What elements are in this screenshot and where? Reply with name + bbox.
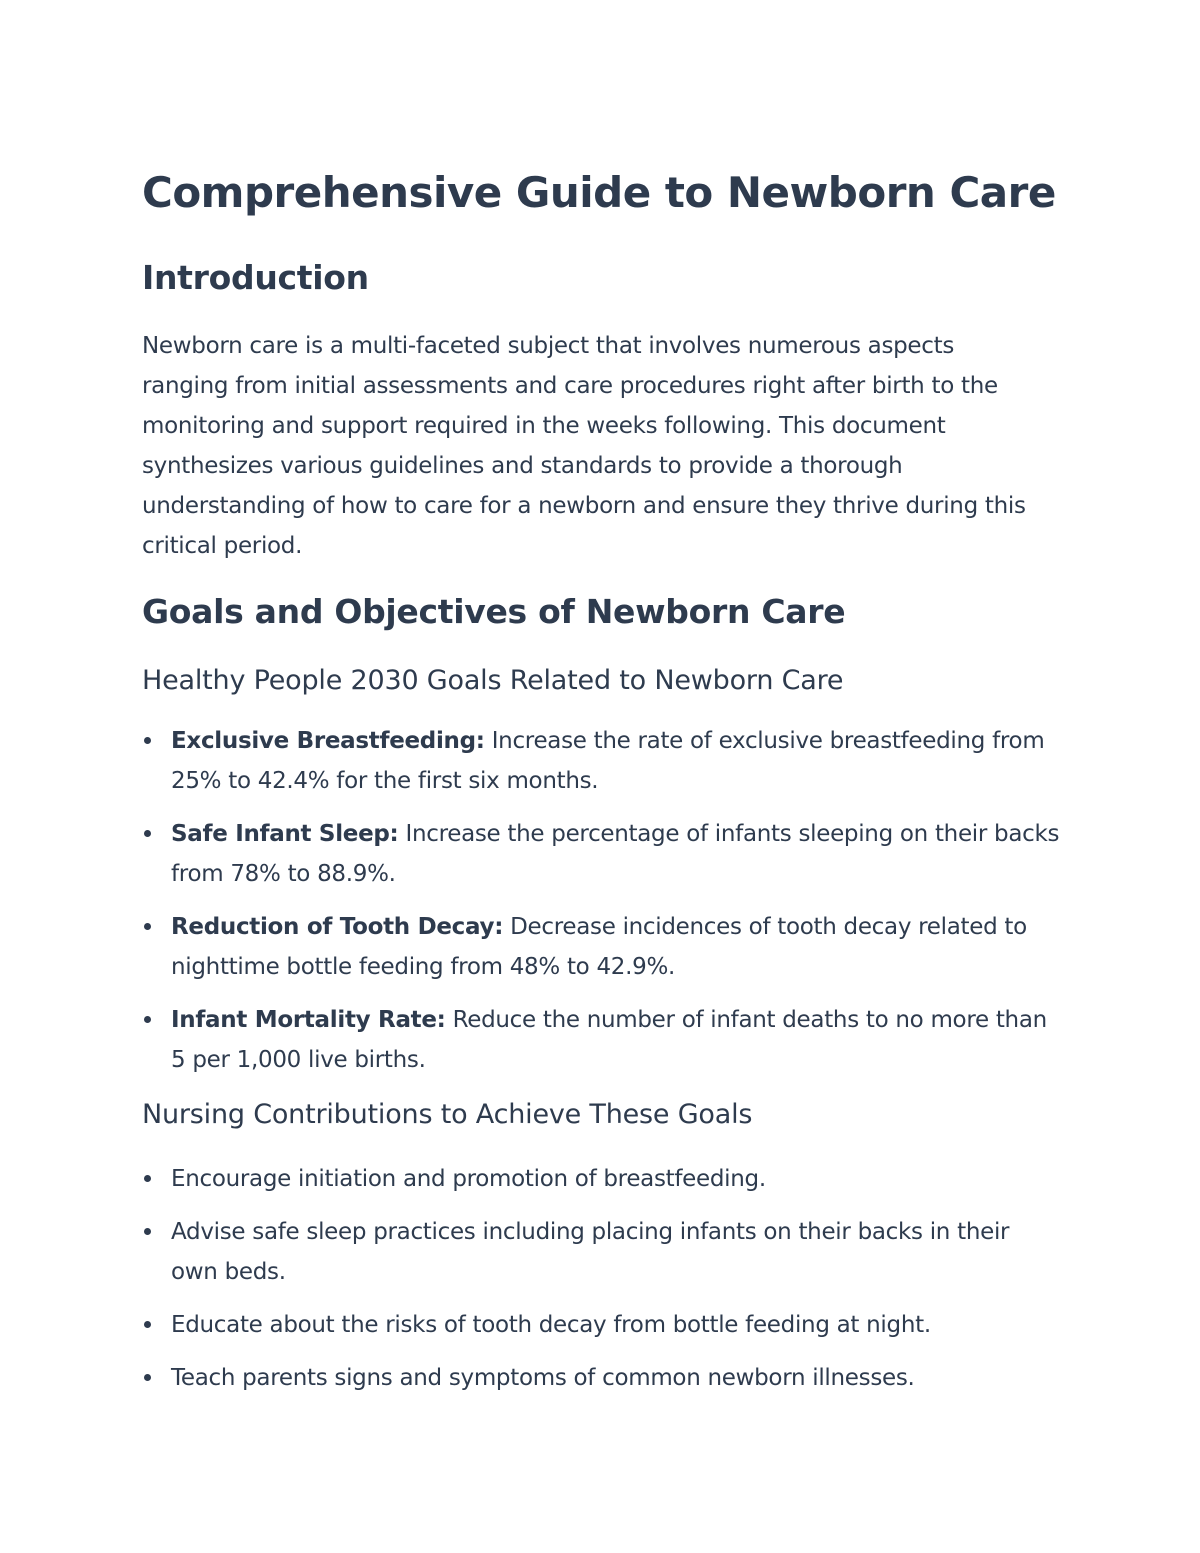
goal-label: Reduction of Tooth Decay: [171, 914, 504, 940]
goal-text: Increase the rate of exclusive breastfeeding from 25% to 42.4% for the first six months. [171, 728, 1045, 794]
contribution-text: Educate about the risks of tooth decay from bottle feeding at night. [171, 1312, 931, 1338]
bullet-icon [144, 1228, 151, 1235]
list-item [142, 1305, 1062, 1345]
goal-text: Decrease incidences of tooth decay related to nighttime bottle feeding from 48% to 42.9%. [171, 914, 1027, 980]
bullet-icon [144, 1175, 151, 1182]
bullet-icon [144, 1374, 151, 1381]
healthy-people-heading: Healthy People 2030 Goals Related to Newborn Care [142, 665, 844, 696]
contribution-text: Advise safe sleep practices including placing infants on their backs in their own beds. [171, 1219, 1010, 1285]
goal-label: Exclusive Breastfeeding: [171, 728, 485, 754]
document-title: Comprehensive Guide to Newborn Care [142, 168, 1056, 217]
list-item [142, 721, 1062, 801]
contribution-text: Teach parents signs and symptoms of common newborn illnesses. [171, 1365, 915, 1391]
goal-text: Reduce the number of infant deaths to no more than 5 per 1,000 live births. [171, 1007, 1047, 1073]
list-item [142, 1358, 1062, 1398]
bullet-icon [144, 737, 151, 744]
bullet-icon [144, 923, 151, 930]
healthy-people-goals-list [142, 721, 1062, 1093]
list-item [142, 814, 1062, 894]
bullet-icon [144, 830, 151, 837]
goal-label: Safe Infant Sleep: [171, 821, 399, 847]
nursing-contributions-heading: Nursing Contributions to Achieve These Goals [142, 1099, 753, 1130]
introduction-paragraph: Newborn care is a multi-faceted subject that involves numerous aspects ranging from initial assessments and care procedures right after birth to the monitoring and support required in the weeks following. This document synthesizes various guidelines and standards to provide a thorough understanding of how to care for a newborn and ensure they thrive during this critical period. [142, 333, 1026, 559]
goal-text: Increase the percentage of infants sleeping on their backs from 78% to 88.9%. [171, 821, 1060, 887]
nursing-contributions-list [142, 1159, 1062, 1411]
list-item [142, 907, 1062, 987]
list-item [142, 1159, 1062, 1199]
bullet-icon [144, 1016, 151, 1023]
goal-label: Infant Mortality Rate: [171, 1007, 446, 1033]
bullet-icon [144, 1321, 151, 1328]
list-item [142, 1212, 1062, 1292]
contribution-text: Encourage initiation and promotion of breastfeeding. [171, 1166, 766, 1192]
introduction-heading: Introduction [142, 258, 369, 297]
goals-heading: Goals and Objectives of Newborn Care [142, 592, 846, 631]
list-item [142, 1000, 1062, 1080]
